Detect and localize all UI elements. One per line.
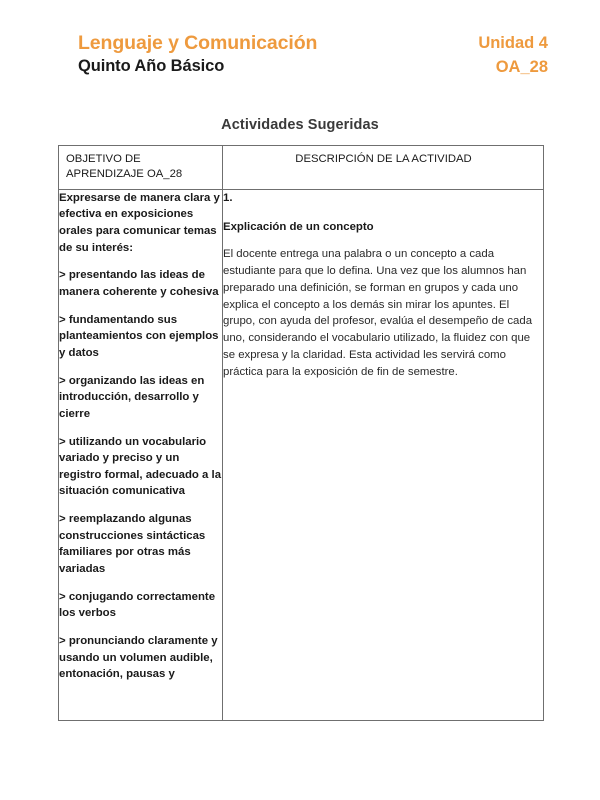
activity-description-text: El docente entrega una palabra o un concepto a cada estudiante para que lo defina. Una vez que los alumnos han preparado una definición, se forman en grupos y cada uno explica el concepto a los demás sin mirar los apuntes. El grupo, con ayuda del profesor, evalúa el desempeño de cada uno, considerando el vocabulario utilizado, la fluidez con que se expresa y la claridad. Esta actividad les servirá como práctica para la exposición de fin de semestre.: [223, 248, 533, 378]
objective-bullet-4: > utilizando un vocabulario variado y preciso y un registro formal, adecuado a la situación comunicativa: [59, 435, 222, 498]
document-header: [78, 31, 548, 79]
table-header-row: [59, 146, 544, 190]
objective-bullet-3: > organizando las ideas en introducción, desarrollo y cierre: [59, 374, 205, 420]
table-header-cell-description: [223, 146, 544, 190]
objective-bullet-1: > presentando las ideas de manera coherente y cohesiva: [59, 269, 219, 299]
table-header-cell-objective: [59, 146, 223, 190]
header-left-group: [78, 31, 317, 77]
column-header-description: DESCRIPCIÓN DE LA ACTIVIDAD: [295, 153, 472, 165]
grade-title: Quinto Año Básico: [78, 57, 225, 76]
table-row: [59, 189, 544, 720]
activity-heading: Explicación de un concepto: [223, 220, 374, 233]
activities-table: [58, 145, 544, 721]
objective-bullet-6: > conjugando correctamente los verbos: [59, 590, 216, 620]
objective-bullet-5: > reemplazando algunas construcciones sintácticas familiares por otras más variadas: [59, 513, 206, 575]
objective-statement: Expresarse de manera clara y efectiva en exposiciones orales para comunicar temas de su interés:: [59, 191, 220, 254]
activity-number: 1.: [223, 191, 233, 204]
subject-title: Lenguaje y Comunicación: [78, 32, 318, 54]
objective-bullet-2: > fundamentando sus planteamientos con ejemplos y datos: [59, 313, 219, 359]
objective-cell: [59, 189, 223, 720]
section-title: Actividades Sugeridas: [221, 117, 379, 133]
oa-code-label: OA_28: [495, 58, 548, 77]
description-cell: [223, 189, 544, 720]
header-right-group: [478, 31, 548, 79]
objective-bullet-7: > pronunciando claramente y usando un volumen audible, entonación, pausas y: [59, 634, 218, 681]
unit-label: Unidad 4: [478, 34, 548, 52]
column-header-objective: OBJETIVO DE APRENDIZAJE OA_28: [66, 153, 183, 180]
